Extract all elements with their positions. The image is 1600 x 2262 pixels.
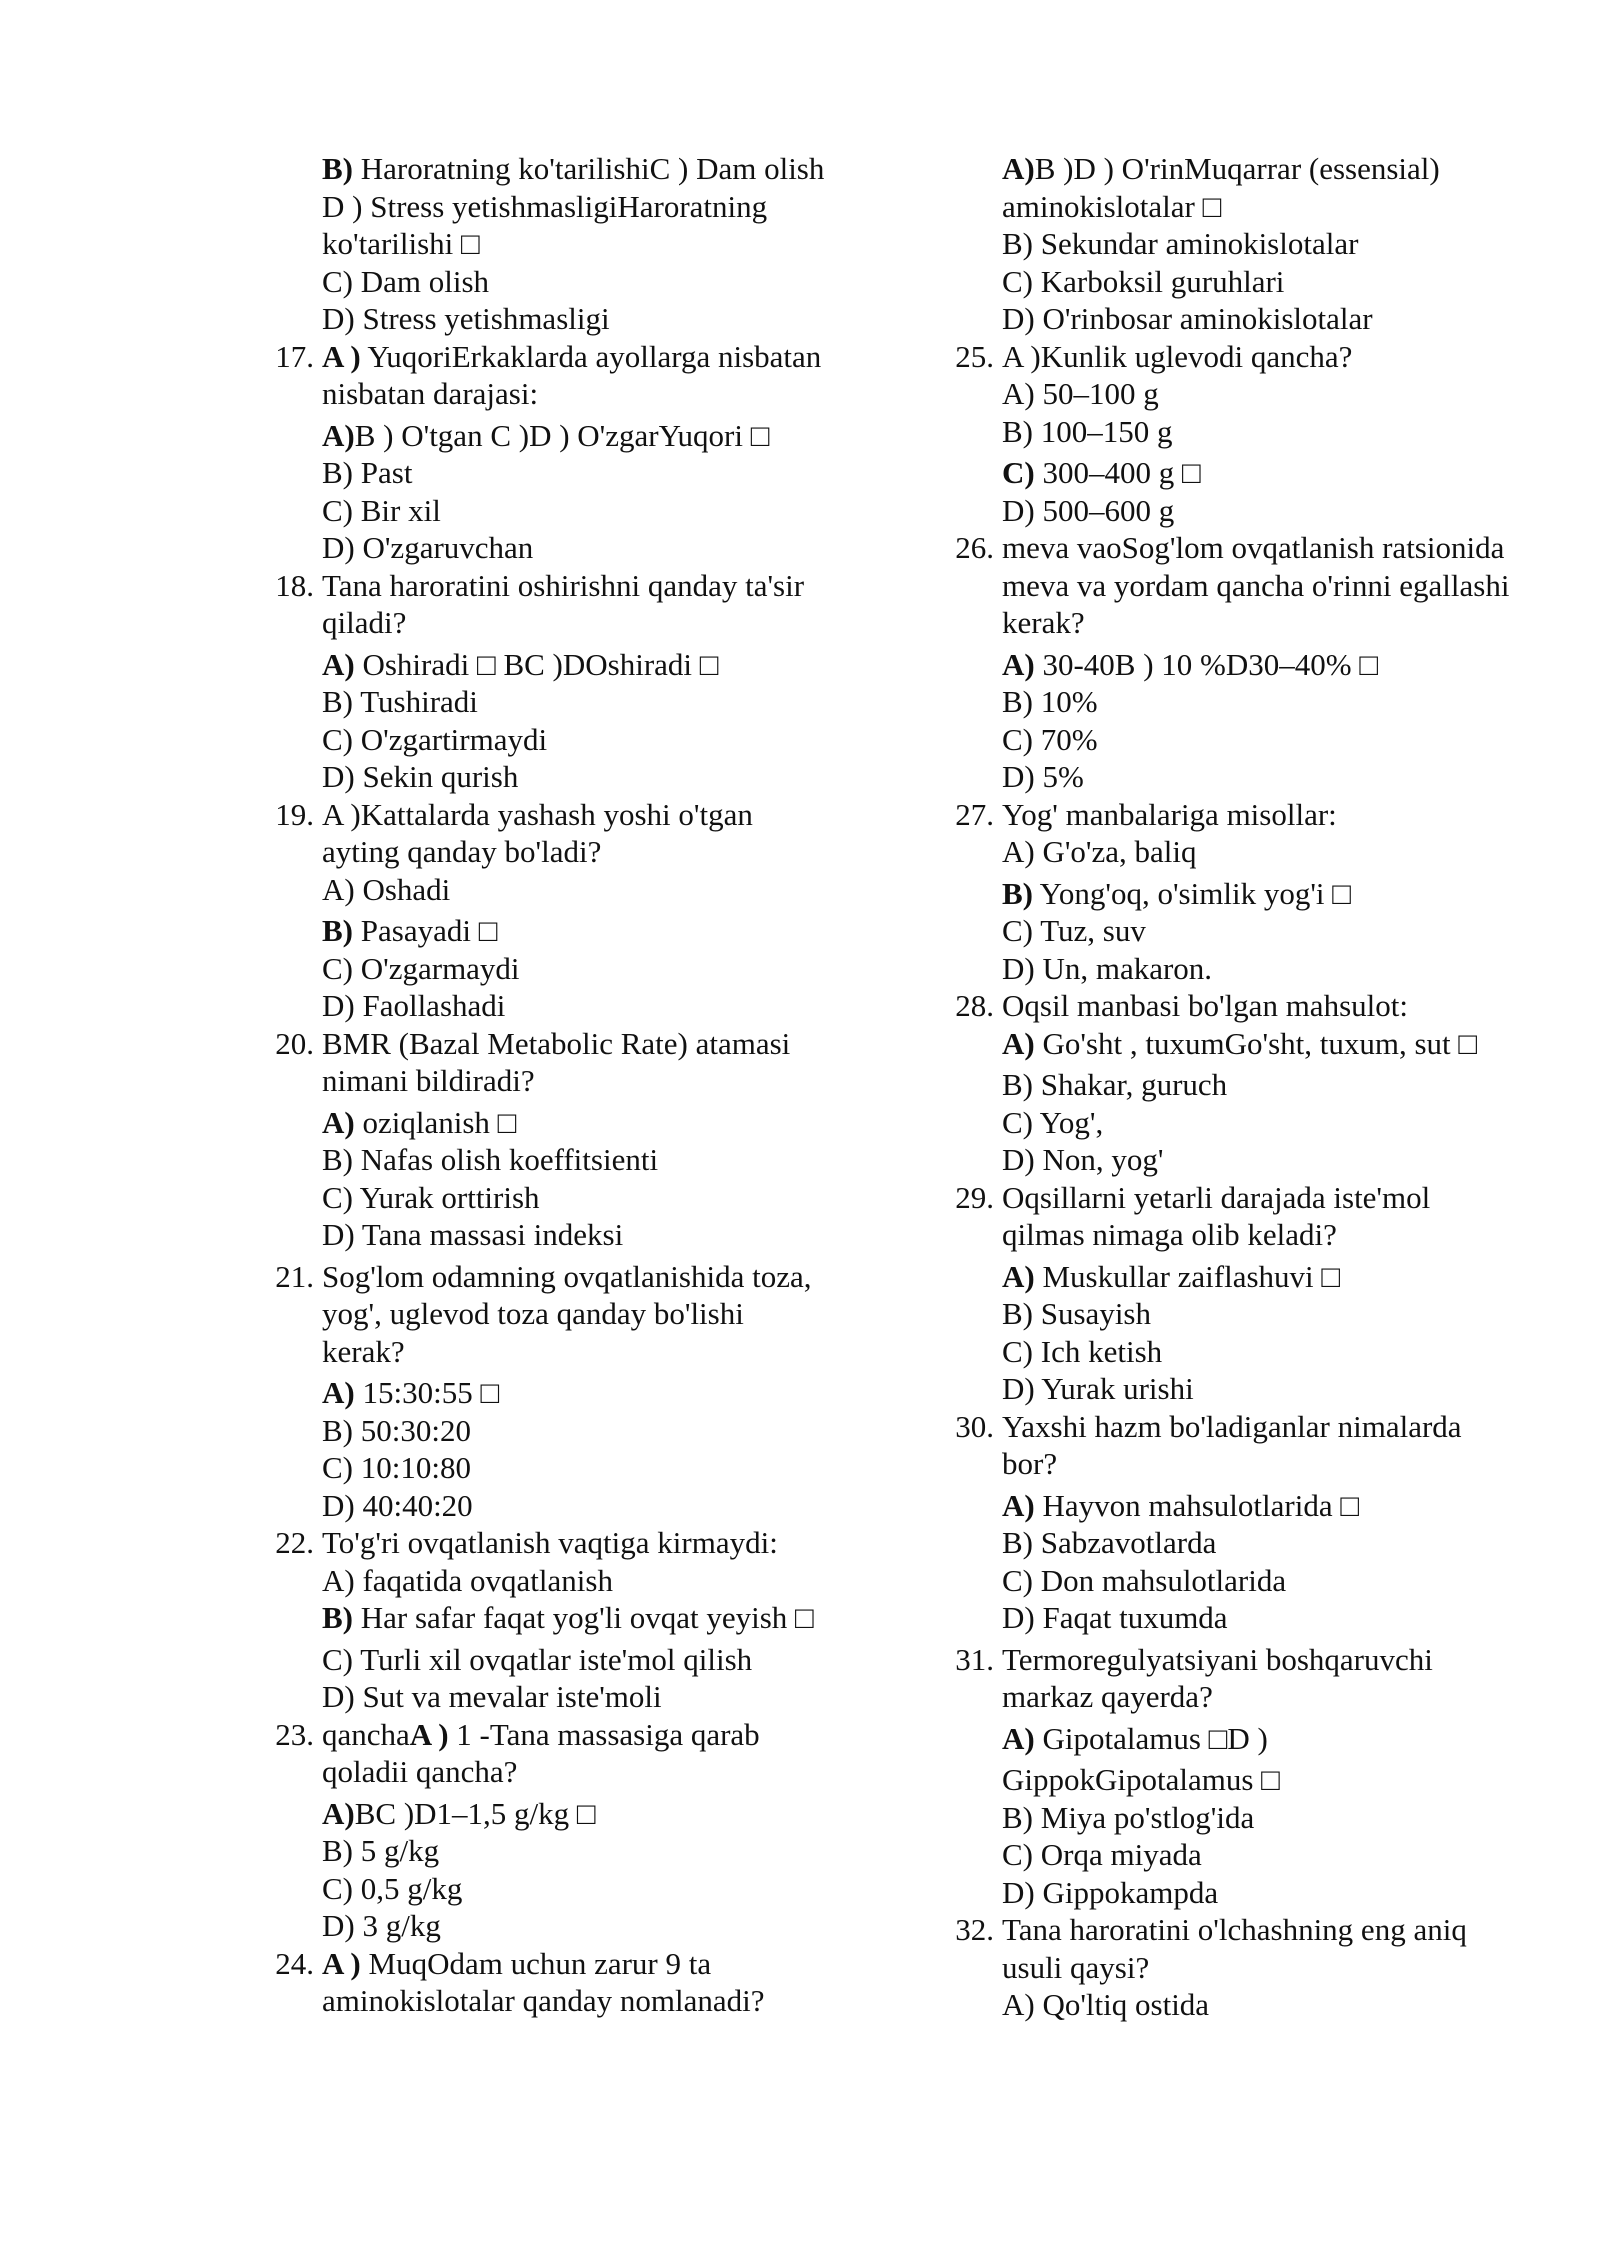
line-text: Oshiradi □ BC )DOshiradi bbox=[354, 646, 700, 682]
line-text: D) Faollashadi bbox=[322, 988, 506, 1023]
answer-option bbox=[270, 492, 830, 530]
answer-option bbox=[270, 1795, 830, 1833]
line-text: Yong'oq, o'simlik yog'i bbox=[1033, 875, 1333, 911]
line-text: Haroratning ko'tarilishiC ) Dam olish D ) Stress yetishmasligiHaroratning ko'tarilishi bbox=[322, 151, 825, 261]
answer-option bbox=[950, 1333, 1510, 1371]
line-text: Muskullar zaiflashuvi bbox=[1034, 1258, 1322, 1294]
question bbox=[950, 1641, 1510, 1716]
checkbox-icon: □ bbox=[1181, 455, 1201, 490]
line-text: C) Don mahsulotlarida bbox=[1002, 1562, 1287, 1598]
answer-option bbox=[950, 833, 1510, 871]
answer-option bbox=[950, 1141, 1510, 1179]
checkbox-icon: □ bbox=[1359, 646, 1379, 682]
answer-fragment bbox=[950, 150, 1510, 225]
question-text bbox=[322, 338, 830, 413]
answer-option bbox=[950, 758, 1510, 796]
line-text: B) Shakar, guruch bbox=[1002, 1067, 1228, 1102]
answer-option bbox=[270, 1907, 830, 1945]
line-text: C) Karboksil guruhlari bbox=[1002, 263, 1285, 299]
answer-option bbox=[270, 1678, 830, 1716]
line-text: B) 50:30:20 bbox=[322, 1412, 471, 1448]
answer-option bbox=[950, 1066, 1510, 1104]
question bbox=[270, 1524, 830, 1562]
line-text: Oqsil manbasi bo'lgan mahsulot: bbox=[1002, 988, 1408, 1023]
question-number: 19. bbox=[275, 796, 314, 832]
checkbox-icon: □ bbox=[1202, 188, 1222, 224]
line-text: qancha bbox=[322, 1716, 410, 1752]
answer-option bbox=[270, 1374, 830, 1412]
answer-option bbox=[950, 1799, 1510, 1837]
line-text: D) Yurak urishi bbox=[1002, 1371, 1194, 1406]
line-text: A )Kunlik uglevodi qancha? bbox=[1002, 338, 1353, 374]
line-text: BMR (Bazal Metabolic Rate) atamasi nimani bildiradi? bbox=[322, 1025, 791, 1098]
question-text bbox=[322, 1945, 830, 2020]
answer-letter: B) bbox=[322, 913, 353, 948]
answer-letter: B) bbox=[322, 151, 353, 186]
answer-option bbox=[270, 1179, 830, 1217]
line-text: A) Qo'ltiq ostida bbox=[1002, 1987, 1210, 2022]
answer-option bbox=[270, 263, 830, 301]
answer-option bbox=[270, 683, 830, 721]
line-text: D) 40:40:20 bbox=[322, 1487, 473, 1523]
line-text: MuqOdam uchun zarur 9 ta aminokislotalar qanday nomlanadi? bbox=[322, 1945, 765, 2018]
line-text: Har safar faqat yog'li ovqat yeyish bbox=[353, 1600, 796, 1635]
checkbox-icon: □ bbox=[1340, 1487, 1360, 1523]
line-text: meva vaoSog'lom ovqatlanish ratsionida meva va yordam qancha o'rinni egallashi kerak? bbox=[1002, 530, 1510, 640]
answer-option bbox=[950, 646, 1510, 684]
answer-option bbox=[270, 417, 830, 455]
line-text: C) Ich ketish bbox=[1002, 1333, 1163, 1369]
line-text: B) 10% bbox=[1002, 684, 1098, 719]
checkbox-icon: □ bbox=[576, 1795, 596, 1831]
question-number: 20. bbox=[275, 1025, 314, 1061]
answer-option bbox=[270, 1487, 830, 1525]
line-text: B) Susayish bbox=[1002, 1296, 1151, 1331]
answer-letter: A) bbox=[1002, 646, 1035, 682]
line-text: B) Nafas olish koeffitsienti bbox=[322, 1142, 659, 1177]
line-text: Go'sht , tuxumGo'sht, tuxum, sut bbox=[1034, 1025, 1459, 1061]
question bbox=[950, 987, 1510, 1025]
question-text bbox=[1002, 338, 1510, 376]
line-text: C) Orqa miyada bbox=[1002, 1837, 1202, 1872]
answer-option bbox=[270, 1562, 830, 1600]
question-number: 27. bbox=[955, 796, 994, 832]
question-number: 32. bbox=[955, 1912, 994, 1947]
answer-option bbox=[270, 300, 830, 338]
answer-option bbox=[950, 375, 1510, 413]
line-text: C) O'zgartirmaydi bbox=[322, 721, 548, 757]
line-text: YuqoriErkaklarda ayollarga nisbatan nisbatan darajasi: bbox=[322, 338, 822, 411]
line-text: A) G'o'za, baliq bbox=[1002, 834, 1197, 869]
line-text: C) Turli xil ovqatlar iste'mol qilish bbox=[322, 1641, 753, 1677]
line-text: D) Faqat tuxumda bbox=[1002, 1600, 1228, 1635]
line-text: D) Non, yog' bbox=[1002, 1142, 1164, 1177]
answer-letter: A ) bbox=[322, 1945, 361, 1981]
line-text: Yog' manbalariga misollar: bbox=[1002, 796, 1337, 832]
question-number: 30. bbox=[955, 1408, 994, 1444]
question-number: 28. bbox=[955, 988, 994, 1023]
checkbox-icon: □ bbox=[699, 646, 719, 682]
line-text: B) Past bbox=[322, 455, 413, 490]
line-text: D) 3 g/kg bbox=[322, 1908, 441, 1943]
question-number: 22. bbox=[275, 1525, 314, 1560]
checkbox-icon: □ bbox=[1261, 1762, 1280, 1797]
line-text: D) Stress yetishmasligi bbox=[322, 301, 610, 336]
answer-option bbox=[950, 683, 1510, 721]
line-text: C) Bir xil bbox=[322, 492, 441, 528]
answer-letter: B) bbox=[1002, 875, 1033, 911]
line-text: C) 10:10:80 bbox=[322, 1450, 471, 1485]
answer-option bbox=[950, 1487, 1510, 1525]
answer-letter: A) bbox=[322, 1795, 355, 1831]
line-text: GippokGipotalamus bbox=[1002, 1762, 1262, 1797]
answer-option bbox=[270, 1870, 830, 1908]
answer-option bbox=[950, 1761, 1510, 1799]
answer-option bbox=[950, 912, 1510, 950]
line-text: Termoregulyatsiyani boshqaruvchi markaz qayerda? bbox=[1002, 1641, 1433, 1714]
answer-letter: A) bbox=[322, 646, 355, 682]
answer-letter: A) bbox=[1002, 151, 1035, 186]
question-text bbox=[1002, 987, 1510, 1025]
question bbox=[950, 338, 1510, 376]
answer-option bbox=[950, 950, 1510, 988]
line-text: To'g'ri ovqatlanish vaqtiga kirmaydi: bbox=[322, 1525, 778, 1560]
answer-fragment bbox=[270, 150, 830, 263]
question bbox=[270, 1945, 830, 2020]
line-text: 1 -Tana massasiga qarab qoladii qancha? bbox=[322, 1716, 760, 1789]
line-text: A) 50–100 g bbox=[1002, 376, 1159, 411]
answer-option bbox=[950, 1874, 1510, 1912]
question bbox=[950, 1179, 1510, 1254]
question-text bbox=[1002, 796, 1510, 834]
line-text: B) Sekundar aminokislotalar bbox=[1002, 226, 1359, 261]
line-text: Hayvon mahsulotlarida bbox=[1034, 1487, 1341, 1523]
line-text: C) Dam olish bbox=[322, 263, 490, 299]
line-text: Sog'lom odamning ovqatlanishida toza, yog', uglevod toza qanday bo'lishi kerak? bbox=[322, 1258, 812, 1369]
question-number: 29. bbox=[955, 1179, 994, 1215]
line-text: 15:30:55 bbox=[354, 1375, 481, 1410]
checkbox-icon: □ bbox=[750, 417, 770, 453]
question-text bbox=[322, 1524, 830, 1562]
line-text: C) Yog', bbox=[1002, 1104, 1104, 1140]
answer-option bbox=[950, 1295, 1510, 1333]
line-text: B) Sabzavotlarda bbox=[1002, 1525, 1217, 1560]
checkbox-icon: □ bbox=[480, 1375, 500, 1410]
line-text: Pasayadi bbox=[353, 913, 479, 948]
question bbox=[950, 796, 1510, 834]
answer-option bbox=[270, 1449, 830, 1487]
line-text: D) Tana massasi indeksi bbox=[322, 1217, 624, 1252]
answer-option bbox=[950, 225, 1510, 263]
line-text: Gipotalamus □D ) bbox=[1034, 1720, 1268, 1756]
checkbox-icon: □ bbox=[1458, 1025, 1478, 1061]
answer-option bbox=[950, 454, 1510, 492]
line-text: Tana haroratini o'lchashning eng aniq usuli qaysi? bbox=[1002, 1912, 1467, 1985]
line-text: D) Un, makaron. bbox=[1002, 950, 1213, 986]
line-text: BC )D1–1,5 g/kg bbox=[354, 1795, 577, 1831]
line-text: B) Tushiradi bbox=[322, 684, 478, 719]
answer-option bbox=[270, 987, 830, 1025]
answer-letter: A) bbox=[1002, 1258, 1035, 1294]
line-text: B ) O'tgan C )D ) O'zgarYuqori bbox=[354, 417, 751, 453]
question-text bbox=[322, 1025, 830, 1100]
question-text bbox=[1002, 529, 1510, 642]
answer-letter: B) bbox=[322, 1600, 353, 1635]
answer-option bbox=[950, 1258, 1510, 1296]
answer-option bbox=[270, 1412, 830, 1450]
answer-option bbox=[270, 454, 830, 492]
question bbox=[270, 567, 830, 642]
checkbox-icon: □ bbox=[1332, 875, 1352, 911]
checkbox-icon: □ bbox=[1321, 1258, 1341, 1294]
question-number: 17. bbox=[275, 338, 314, 374]
line-text: 30-40B ) 10 %D30–40% bbox=[1034, 646, 1360, 682]
answer-letter: A) bbox=[1002, 1025, 1035, 1061]
answer-option bbox=[270, 950, 830, 988]
question bbox=[950, 529, 1510, 642]
answer-option bbox=[270, 721, 830, 759]
answer-option bbox=[270, 1641, 830, 1679]
question-text bbox=[322, 1716, 830, 1791]
question bbox=[950, 1408, 1510, 1483]
question-text bbox=[1002, 1911, 1510, 1986]
answer-option bbox=[270, 1599, 830, 1637]
line-text: C) O'zgarmaydi bbox=[322, 950, 520, 986]
checkbox-icon: □ bbox=[497, 1104, 517, 1140]
question bbox=[270, 338, 830, 413]
question-number: 18. bbox=[275, 567, 314, 603]
answer-option bbox=[950, 263, 1510, 301]
line-text: A) faqatida ovqatlanish bbox=[322, 1562, 613, 1598]
line-text: oziqlanish bbox=[354, 1104, 498, 1140]
answer-option bbox=[950, 1720, 1510, 1758]
line-text: A )Kattalarda yashash yoshi o'tgan ayting qanday bo'ladi? bbox=[322, 796, 753, 869]
answer-option bbox=[950, 1986, 1510, 2024]
answer-option bbox=[950, 1562, 1510, 1600]
answer-option bbox=[270, 646, 830, 684]
answer-option bbox=[950, 721, 1510, 759]
question bbox=[270, 1025, 830, 1100]
answer-letter: C) bbox=[1002, 455, 1035, 490]
line-text: Oqsillarni yetarli darajada iste'mol qilmas nimaga olib keladi? bbox=[1002, 1179, 1431, 1252]
answer-option bbox=[270, 1216, 830, 1254]
checkbox-icon: □ bbox=[795, 1600, 814, 1635]
answer-letter: A ) bbox=[409, 1716, 449, 1752]
answer-option bbox=[270, 1104, 830, 1142]
line-text: D) Gippokampda bbox=[1002, 1874, 1219, 1910]
line-text: D) 5% bbox=[1002, 759, 1084, 794]
answer-option bbox=[950, 1599, 1510, 1637]
line-text: C) Tuz, suv bbox=[1002, 913, 1146, 948]
answer-letter: A) bbox=[322, 417, 355, 453]
question bbox=[270, 796, 830, 871]
line-text: D) O'rinbosar aminokislotalar bbox=[1002, 301, 1373, 336]
question bbox=[950, 1911, 1510, 1986]
question-number: 31. bbox=[955, 1641, 994, 1677]
answer-letter: A) bbox=[1002, 1720, 1035, 1756]
checkbox-icon: □ bbox=[461, 226, 480, 261]
answer-option bbox=[950, 875, 1510, 913]
question-number: 21. bbox=[275, 1258, 314, 1294]
line-text: C) 70% bbox=[1002, 721, 1098, 757]
question-text bbox=[322, 567, 830, 642]
line-text: B) 100–150 g bbox=[1002, 413, 1173, 449]
answer-letter: A) bbox=[322, 1104, 355, 1140]
question-text bbox=[1002, 1641, 1510, 1716]
line-text: B) 5 g/kg bbox=[322, 1833, 440, 1868]
question-number: 25. bbox=[955, 338, 994, 374]
answer-option bbox=[270, 1832, 830, 1870]
answer-option bbox=[950, 492, 1510, 530]
question bbox=[270, 1258, 830, 1371]
answer-option bbox=[950, 413, 1510, 451]
line-text: B )D ) O'rinMuqarrar (essensial) aminokislotalar bbox=[1002, 151, 1440, 224]
question-text bbox=[322, 796, 830, 871]
line-text: A) Oshadi bbox=[322, 871, 451, 907]
answer-letter: A) bbox=[1002, 1487, 1035, 1523]
question-number: 23. bbox=[275, 1716, 314, 1752]
question-number: 26. bbox=[955, 530, 994, 565]
line-text: C) 0,5 g/kg bbox=[322, 1870, 463, 1906]
answer-letter: A ) bbox=[322, 338, 361, 374]
answer-option bbox=[270, 912, 830, 950]
question bbox=[270, 1716, 830, 1791]
answer-option bbox=[950, 300, 1510, 338]
answer-option bbox=[950, 1370, 1510, 1408]
answer-option bbox=[950, 1836, 1510, 1874]
question-text bbox=[1002, 1408, 1510, 1483]
line-text: C) Yurak orttirish bbox=[322, 1179, 540, 1215]
answer-option bbox=[950, 1104, 1510, 1142]
question-text bbox=[1002, 1179, 1510, 1254]
right-column bbox=[950, 150, 1510, 2024]
answer-letter: A) bbox=[322, 1375, 355, 1410]
line-text: D) Sut va mevalar iste'moli bbox=[322, 1679, 662, 1714]
answer-option bbox=[270, 1141, 830, 1179]
line-text: D) 500–600 g bbox=[1002, 492, 1175, 528]
question-text bbox=[322, 1258, 830, 1371]
line-text: B) Miya po'stlog'ida bbox=[1002, 1799, 1255, 1835]
answer-option bbox=[270, 758, 830, 796]
answer-option bbox=[270, 871, 830, 909]
line-text: D) O'zgaruvchan bbox=[322, 530, 534, 565]
answer-option bbox=[950, 1524, 1510, 1562]
line-text: D) Sekin qurish bbox=[322, 759, 519, 794]
left-column bbox=[270, 150, 830, 2020]
line-text: Yaxshi hazm bo'ladiganlar nimalarda bor? bbox=[1002, 1408, 1462, 1481]
line-text: 300–400 g bbox=[1034, 455, 1182, 490]
question-number: 24. bbox=[275, 1945, 314, 1981]
answer-option bbox=[270, 529, 830, 567]
checkbox-icon: □ bbox=[478, 913, 498, 948]
answer-option bbox=[950, 1025, 1510, 1063]
line-text: Tana haroratini oshirishni qanday ta'sir qiladi? bbox=[322, 567, 805, 640]
